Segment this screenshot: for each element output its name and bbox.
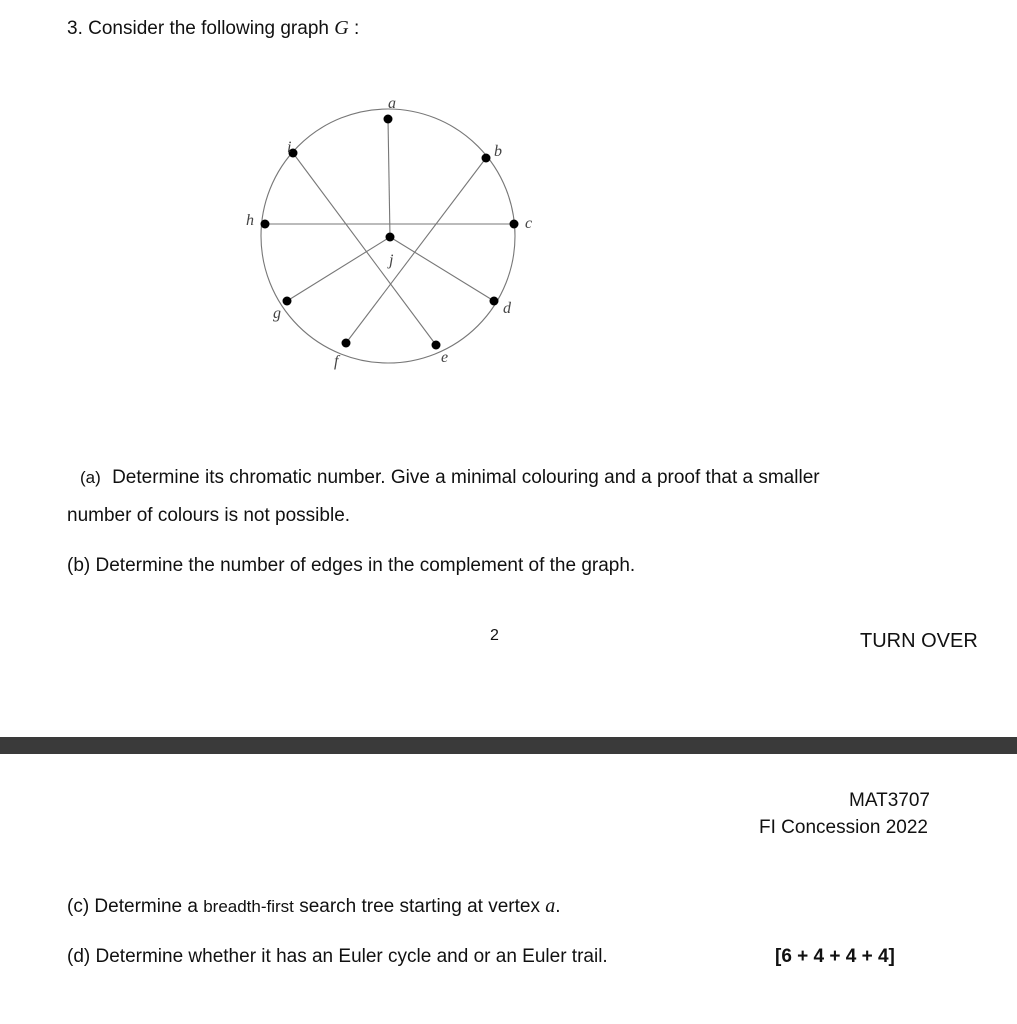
vertex-label-c: c [525, 215, 533, 232]
vertex-a [384, 115, 393, 124]
vertex-h [261, 220, 270, 229]
vertex-j [386, 233, 395, 242]
part-c-period: . [555, 896, 561, 917]
part-a-label: (a) [80, 468, 101, 487]
edge-i-e [293, 153, 436, 345]
part-c-vertex: a [545, 895, 556, 917]
page-divider [0, 737, 1017, 754]
vertex-b [482, 154, 491, 163]
vertex-g [283, 297, 292, 306]
edge-j-g [287, 237, 390, 301]
edge-j-d [390, 237, 494, 301]
vertex-label-f: f [334, 353, 339, 370]
vertex-label-g: g [273, 305, 281, 322]
vertex-d [490, 297, 499, 306]
part-a-line-2: number of colours is not possible. [67, 505, 351, 526]
part-d: (d) Determine whether it has an Euler cycle and or an Euler trail. [67, 946, 608, 967]
vertex-label-b: b [494, 143, 502, 160]
part-a-text-1: Determine its chromatic number. Give a minimal colouring and a proof that a smaller [112, 467, 820, 488]
part-c-text-3: search tree starting at vertex [299, 896, 540, 917]
part-b: (b) Determine the number of edges in the complement of the graph. [67, 555, 636, 576]
question-number: 3. [67, 18, 83, 39]
vertex-label-i: i [287, 139, 292, 156]
part-c-text-2: breadth-first [203, 897, 294, 916]
vertex-f [342, 339, 351, 348]
part-c [67, 895, 561, 918]
graph-symbol: G [334, 17, 349, 39]
part-c-text-1: (c) Determine a [67, 896, 198, 917]
question-heading [67, 17, 359, 40]
course-code: MAT3707 [849, 790, 930, 811]
turn-over: TURN OVER [860, 630, 978, 652]
part-a-line-1 [80, 467, 820, 489]
exam-session: FI Concession 2022 [759, 817, 928, 838]
vertex-label-j: j [389, 252, 394, 269]
vertex-label-e: e [441, 349, 449, 366]
vertex-c [510, 220, 519, 229]
vertex-label-d: d [503, 300, 511, 317]
vertex-e [432, 341, 441, 350]
vertex-label-a: a [388, 95, 396, 112]
page-number: 2 [490, 627, 499, 644]
heading-colon: : [353, 18, 360, 39]
edge-a-j [388, 119, 390, 237]
vertex-label-h: h [246, 212, 254, 229]
edge-b-f [346, 158, 486, 343]
marks: [6 + 4 + 4 + 4] [775, 946, 895, 967]
question-intro: Consider the following graph [88, 18, 329, 39]
graph-figure [230, 85, 550, 385]
